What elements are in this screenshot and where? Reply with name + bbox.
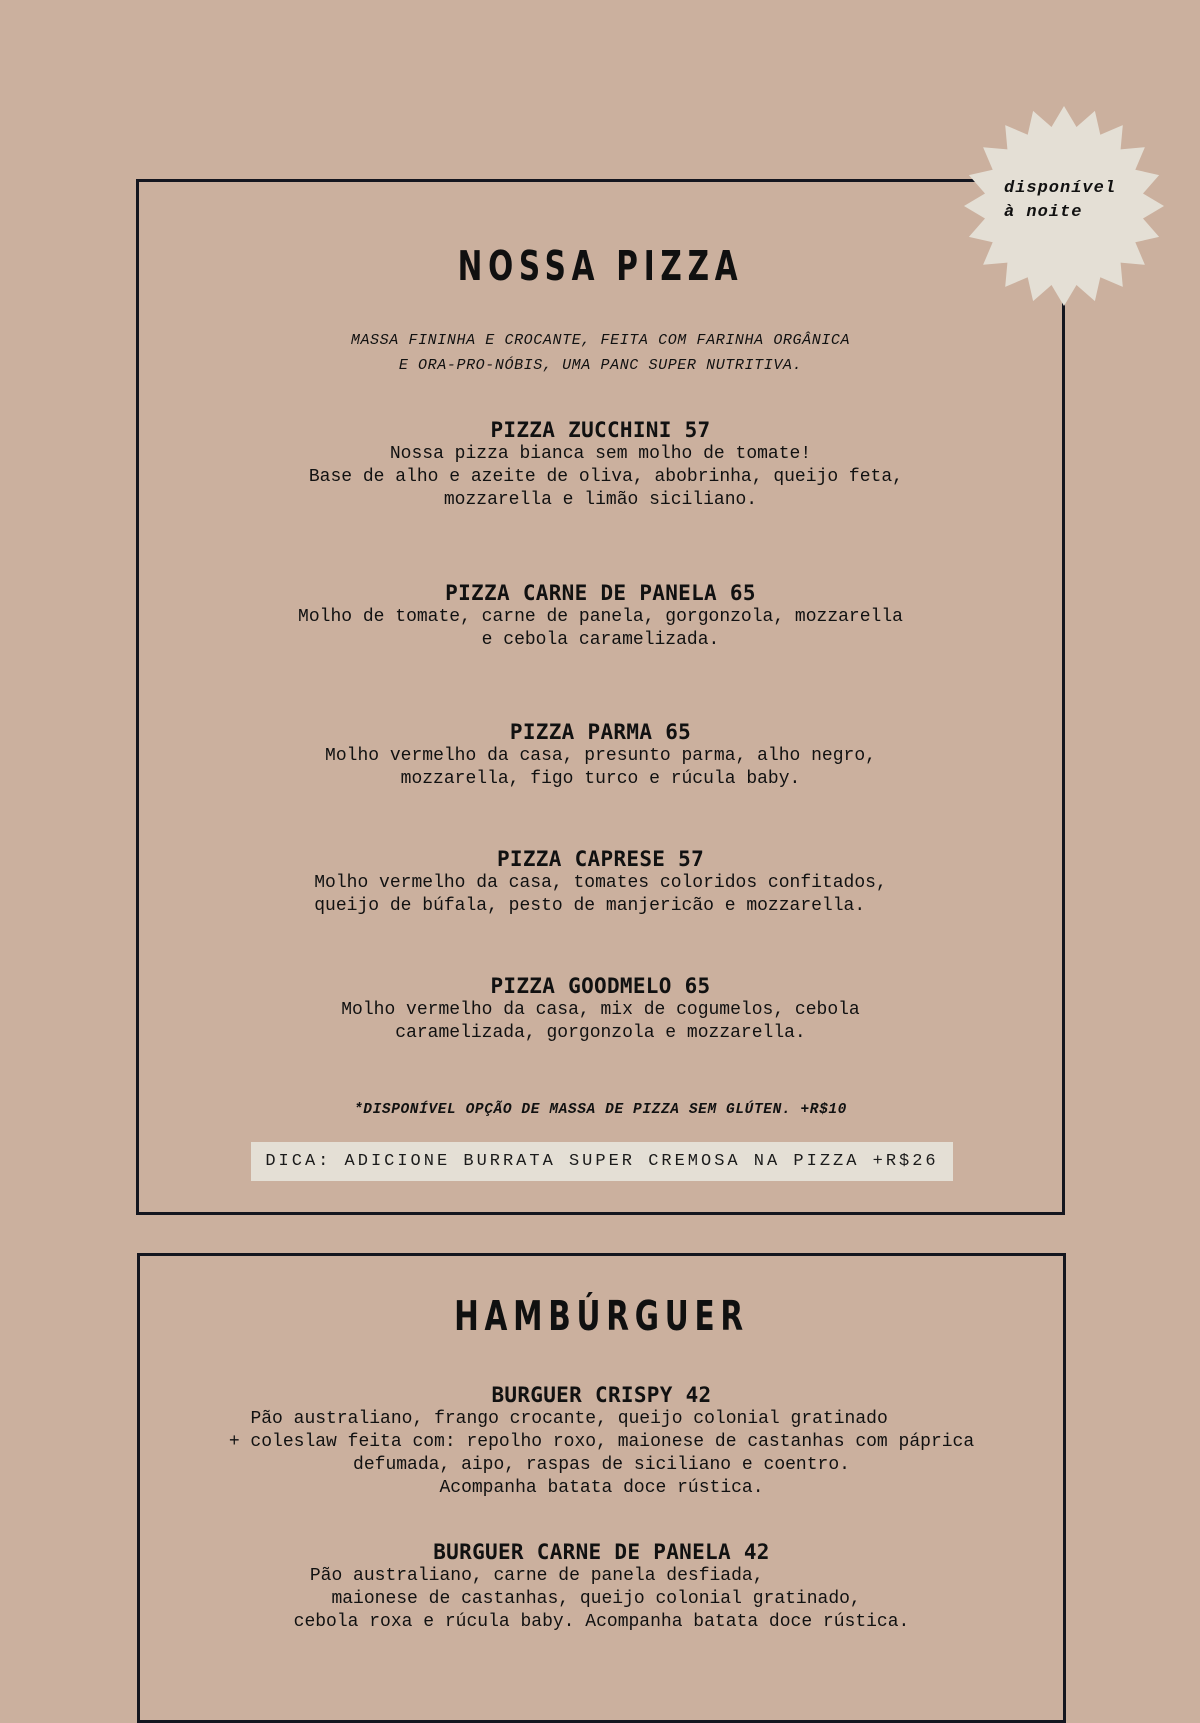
- menu-item-description: Molho vermelho da casa, tomates coloridos confitados, queijo de búfala, pesto de manjericão e mozzarella.: [314, 873, 887, 916]
- menu-item-pizza-zucchini: [139, 417, 1062, 512]
- menu-item-name: BURGUER CARNE DE PANELA 42: [433, 1540, 770, 1564]
- burger-section: [137, 1253, 1066, 1723]
- badge-text: disponível à noite: [1004, 179, 1117, 222]
- menu-item-pizza-caprese: [139, 846, 1062, 918]
- menu-item-pizza-goodmelo: [139, 973, 1062, 1045]
- menu-item-name: BURGUER CRISPY 42: [491, 1383, 712, 1407]
- gluten-free-note: *DISPONÍVEL OPÇÃO DE MASSA DE PIZZA SEM GLÚTEN. +R$10: [354, 1102, 847, 1118]
- menu-item-name: PIZZA ZUCCHINI 57: [490, 418, 711, 442]
- menu-item-description: Molho de tomate, carne de panela, gorgonzola, mozzarella e cebola caramelizada.: [298, 607, 903, 650]
- menu-item-description: Nossa pizza bianca sem molho de tomate! Base de alho e azeite de oliva, abobrinha, queijo feta, mozzarella e limão siciliano.: [308, 444, 903, 510]
- burrata-tip-banner: [251, 1142, 953, 1181]
- menu-item-name: PIZZA GOODMELO 65: [490, 974, 711, 998]
- burrata-tip-text: DICA: ADICIONE BURRATA SUPER CREMOSA NA PIZZA +R$26: [265, 1152, 939, 1171]
- menu-item-name: PIZZA CARNE DE PANELA 65: [445, 581, 756, 605]
- pizza-intro: MASSA FININHA E CROCANTE, FEITA COM FARINHA ORGÂNICA E ORA-PRO-NÓBIS, UMA PANC SUPER NUTRITIVA.: [350, 332, 851, 374]
- menu-item-description: Molho vermelho da casa, mix de cogumelos, cebola caramelizada, gorgonzola e mozzarella.: [341, 1000, 860, 1043]
- menu-item-burguer-crispy: [140, 1382, 1063, 1500]
- menu-item-description: Pão australiano, frango crocante, queijo colonial gratinado + coleslaw feita com: repolho roxo, maionese de castanhas com páprica defumada, aipo, raspas de siciliano e coentro. Acompanha batata doce rústica.: [228, 1409, 975, 1498]
- pizza-section-title: NOSSA PIZZA: [457, 242, 744, 290]
- menu-item-name: PIZZA CAPRESE 57: [496, 847, 705, 871]
- menu-item-burguer-carne-de-panela: [140, 1539, 1063, 1634]
- menu-item-pizza-parma: [139, 719, 1062, 791]
- burger-section-title: HAMBÚRGUER: [454, 1292, 749, 1340]
- menu-item-description: Molho vermelho da casa, presunto parma, alho negro, mozzarella, figo turco e rúcula baby.: [325, 746, 876, 789]
- pizza-section: [136, 179, 1065, 1215]
- menu-item-name: PIZZA PARMA 65: [509, 720, 692, 744]
- available-at-night-badge: [962, 104, 1166, 308]
- menu-item-pizza-carne-de-panela: [139, 580, 1062, 652]
- menu-item-description: Pão australiano, carne de panela desfiada, maionese de castanhas, queijo colonial gratinado, cebola roxa e rúcula baby. Acompanha batata doce rústica.: [293, 1566, 910, 1632]
